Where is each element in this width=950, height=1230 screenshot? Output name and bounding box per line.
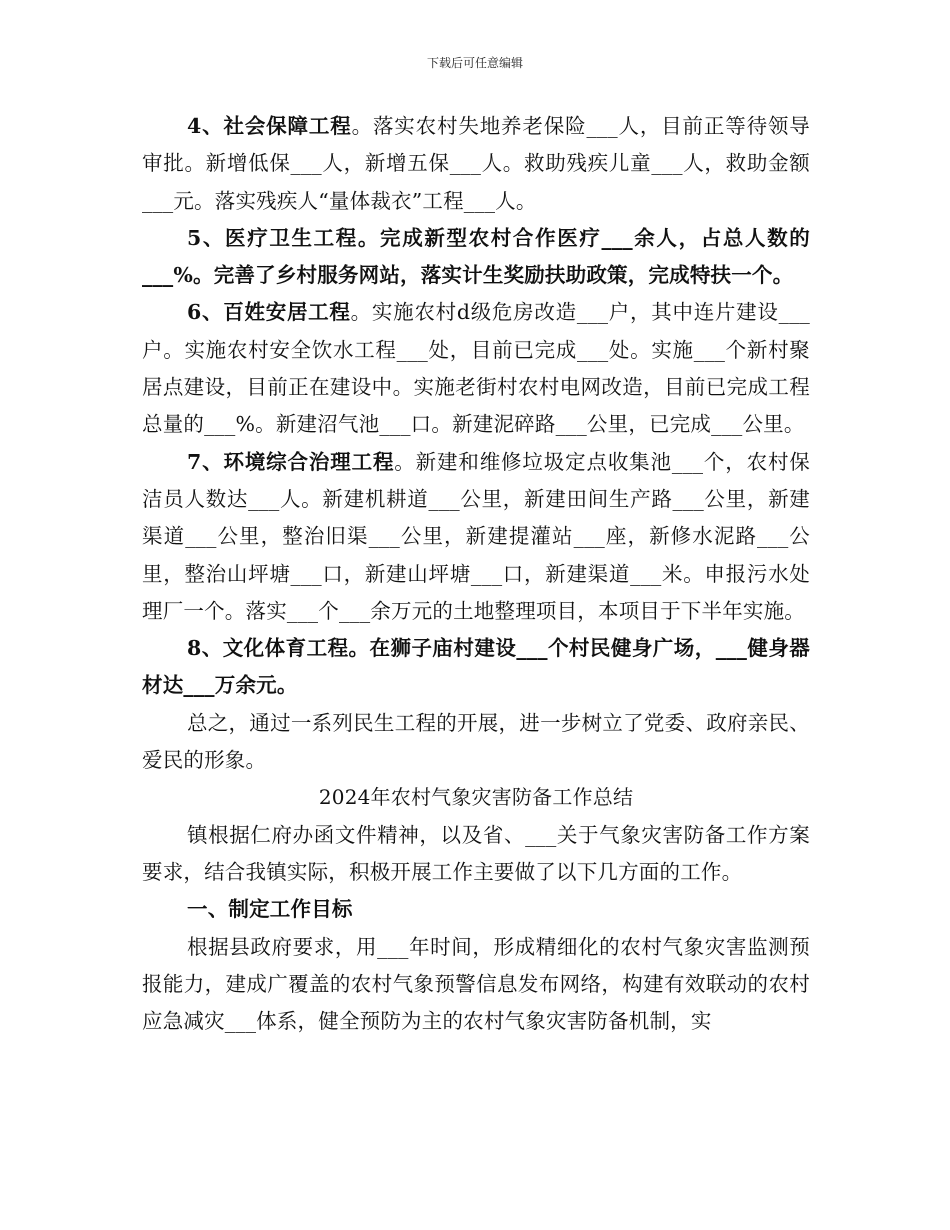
paragraph-medical: 5、医疗卫生工程。完成新型农村合作医疗___余人，占总人数的___%。完善了乡村服务网站，落实计生奖励扶助政策，完成特扶一个。 [142,225,810,288]
paragraph-conclusion: 总之，通过一系列民生工程的开展，进一步树立了党委、政府亲民、爱民的形象。 [142,710,810,773]
heading-environment: 7、环境综合治理工程 [187,449,395,474]
paragraph-text: 。实施农村d级危房改造___户，其中连片建设___户。实施农村安全饮水工程___处，目前已完成___处。实施___个新村聚居点建设，目前正在建设中。实施老街村农村电网改造，目前已完成工程总量的___%。新建沼气池___口。新建泥碎路___公里，已完成___公里。 [142,300,810,437]
heading-social-security: 4、社会保障工程 [187,114,352,138]
paragraph-environment [142,444,810,630]
section-title: 2024年农村气象灾害防备工作总结 [318,785,634,810]
paragraph-text: 。落实农村失地养老保险___人，目前正等待领导审批。新增低保___人，新增五保___人。救助残疾儿童___人，救助金额___元。落实残疾人“量体裁衣”工程___人。 [142,114,810,213]
heading-housing: 6、百姓安居工程 [187,300,351,325]
paragraph-goals: 根据县政府要求，用___年时间，形成精细化的农村气象灾害监测预报能力，建成广覆盖的农村气象预警信息发布网络，构建有效联动的农村应急减灾___体系，健全预防为主的农村气象灾害防备机制，实 [142,934,810,1034]
document-body [142,108,810,1040]
page-header: 下载后可任意编辑 [426,56,523,70]
paragraph-social-security [142,108,810,220]
paragraph-culture-sports: 8、文化体育工程。在狮子庙村建设___个村民健身广场，___健身器材达___万余元。 [142,636,810,698]
paragraph-housing [142,294,810,443]
heading-goals: 一、制定工作目标 [187,897,353,922]
paragraph-text: 。新建和维修垃圾定点收集池___个，农村保洁员人数达___人。新建机耕道___公里，新建田间生产路___公里，新建渠道___公里，整治旧渠___公里，新建提灌站___座，新修水泥路___公里，整治山坪塘___口，新建山坪塘___口，新建渠道___米。申报污水处理厂一个。落实___个___余万元的土地整理项目，本项目于下半年实施。 [142,449,810,623]
paragraph-intro: 镇根据仁府办函文件精神，以及省、___关于气象灾害防备工作方案要求，结合我镇实际，积极开展工作主要做了以下几方面的工作。 [142,822,810,884]
